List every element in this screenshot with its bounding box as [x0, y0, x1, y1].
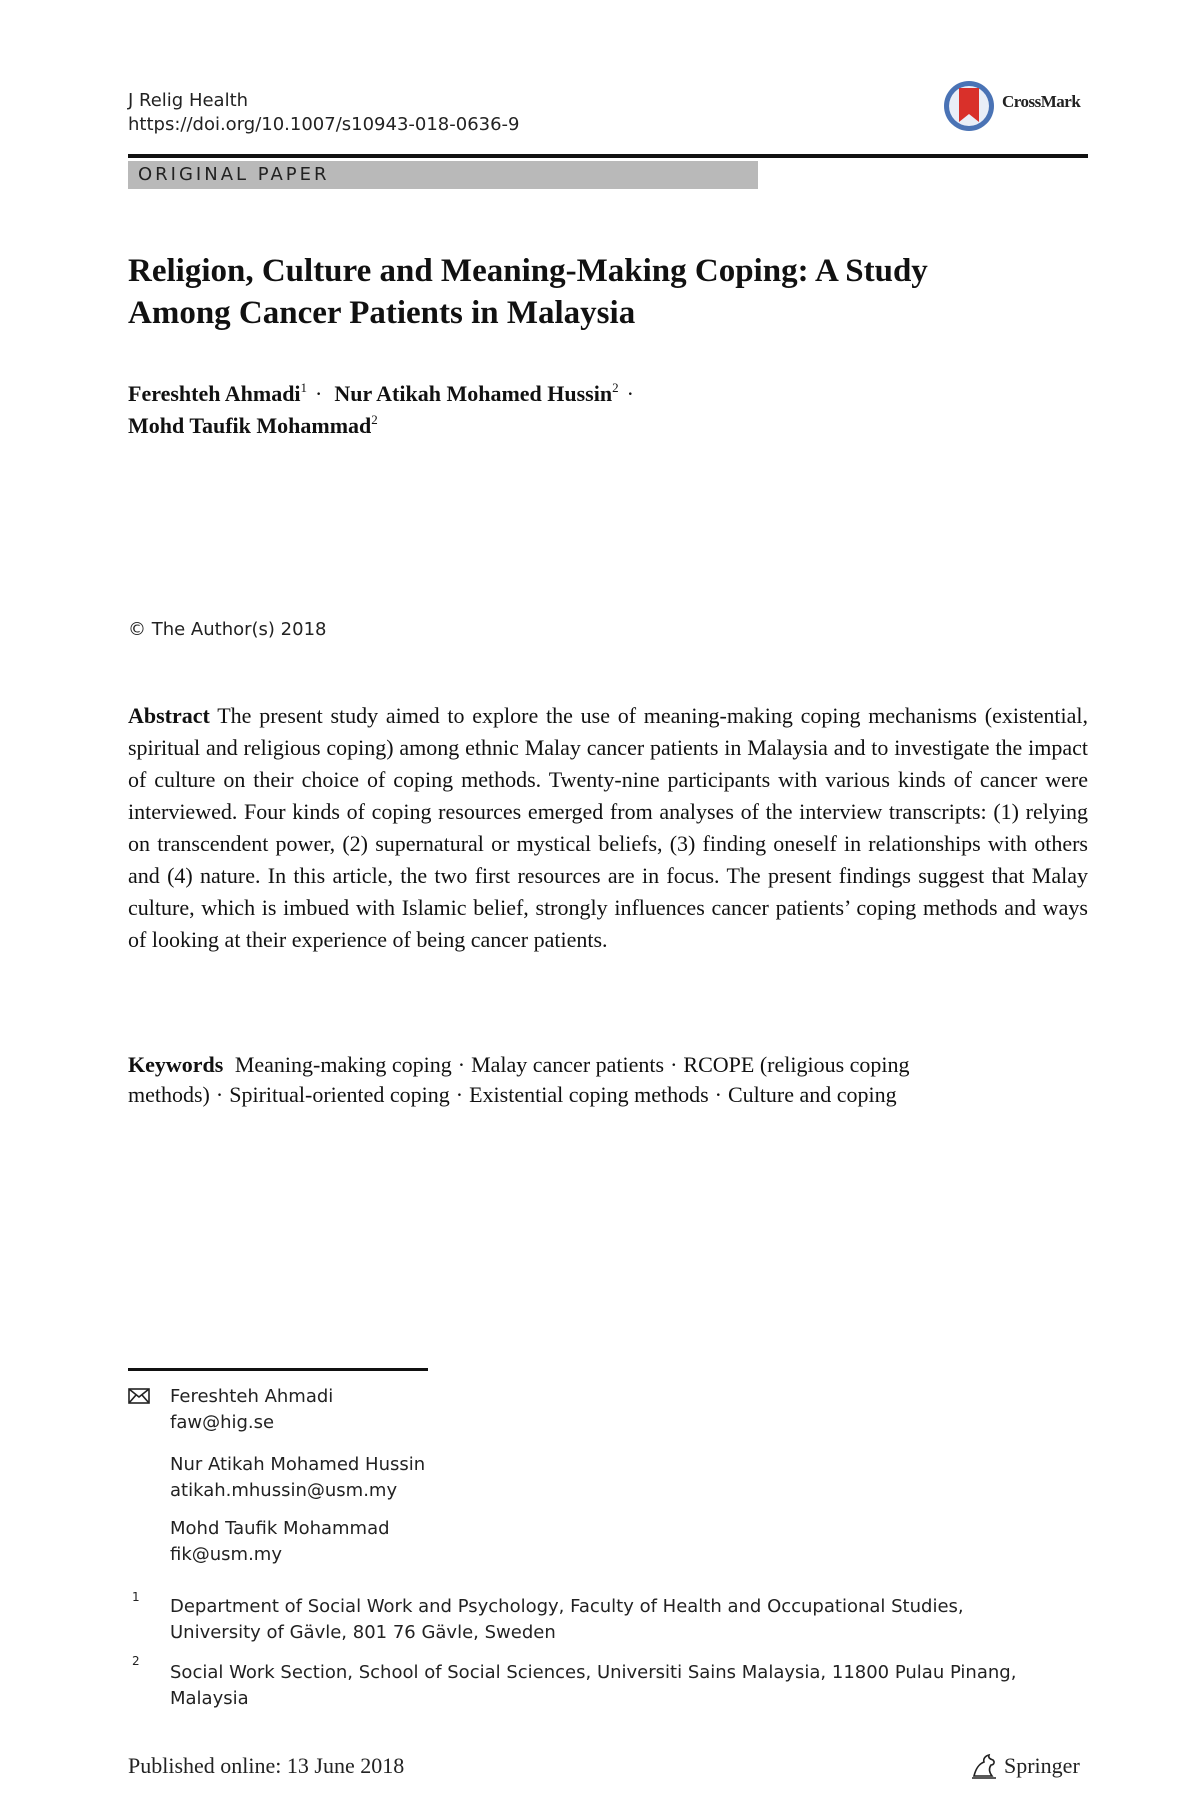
keyword-separator: ·	[670, 1052, 678, 1077]
abstract	[128, 700, 1088, 956]
keyword: RCOPE (religious coping methods)	[128, 1052, 910, 1107]
author-affiliation-mark: 2	[612, 380, 619, 395]
affiliation-line: University of Gävle, 801 76 Gävle, Sweden	[170, 1622, 556, 1643]
correspondent-email[interactable]: atikah.mhussin@usm.my	[170, 1480, 398, 1501]
title-line-1: Religion, Culture and Meaning-Making Coping: A Study	[128, 253, 928, 289]
springer-horse-icon	[970, 1752, 1000, 1780]
keyword: Malay cancer patients	[471, 1052, 665, 1077]
header-divider	[128, 154, 1088, 158]
affiliation-line: Malaysia	[170, 1688, 249, 1709]
author-name[interactable]: Fereshteh Ahmadi	[128, 381, 301, 406]
affiliation-line: Department of Social Work and Psychology, Faculty of Health and Occupational Studies,	[170, 1596, 964, 1617]
keywords	[128, 1050, 1088, 1110]
correspondent-name: Nur Atikah Mohamed Hussin	[170, 1454, 426, 1475]
abstract-label: Abstract	[128, 703, 210, 728]
author-separator: ·	[626, 381, 634, 406]
author-separator: ·	[315, 381, 323, 406]
copyright-notice: © The Author(s) 2018	[128, 619, 327, 640]
author-name[interactable]: Nur Atikah Mohamed Hussin	[334, 381, 613, 406]
article-type-label: ORIGINAL PAPER	[138, 164, 330, 185]
keyword-separator: ·	[457, 1052, 466, 1077]
author-affiliation-mark: 2	[371, 412, 378, 427]
affiliation-number: 2	[132, 1654, 140, 1668]
crossmark-label: CrossMark	[1002, 92, 1081, 111]
title-line-2: Among Cancer Patients in Malaysia	[128, 295, 636, 331]
keyword-separator: ·	[714, 1082, 722, 1107]
author-name[interactable]: Mohd Taufik Mohammad	[128, 413, 372, 438]
paper-title	[128, 250, 1088, 334]
author-affiliation-mark: 1	[300, 380, 308, 395]
keyword: Meaning-making coping	[234, 1052, 452, 1077]
keyword-separator: ·	[455, 1082, 464, 1107]
footnote-divider	[128, 1368, 428, 1371]
author-list	[128, 378, 1088, 442]
envelope-icon	[128, 1388, 150, 1404]
keyword: Existential coping methods	[469, 1082, 709, 1107]
doi-link[interactable]: https://doi.org/10.1007/s10943-018-0636-9	[128, 114, 520, 135]
keyword-separator: ·	[215, 1082, 224, 1107]
abstract-text: The present study aimed to explore the use of meaning-making coping mechanisms (existential, spiritual and religious coping) among ethnic Malay cancer patients in Malaysia and to investigate the impact of culture on their choice of coping methods. Twenty-nine participants with various kinds of cancer were interviewed. Four kinds of coping resources emerged from analyses of the interview transcripts: (1) relying on transcendent power, (2) supernatural or mystical beliefs, (3) finding oneself in relationships with others and (4) nature. In this article, the two first resources are in focus. The present findings suggest that Malay culture, which is imbued with Islamic belief, strongly influences cancer patients’ coping methods and ways of looking at their experience of being cancer patients.	[128, 703, 1088, 952]
keyword: Spiritual-oriented coping	[229, 1082, 450, 1107]
correspondent-email[interactable]: faw@hig.se	[170, 1412, 275, 1433]
keyword: Culture and coping	[727, 1082, 897, 1107]
correspondent-name: Mohd Taufik Mohammad	[170, 1518, 390, 1539]
author-line-1	[128, 378, 1088, 410]
affiliation-number: 1	[132, 1590, 140, 1604]
journal-name: J Relig Health	[128, 90, 249, 111]
keywords-label: Keywords	[128, 1052, 224, 1077]
correspondent-name: Fereshteh Ahmadi	[170, 1386, 334, 1407]
author-line-2	[128, 410, 1088, 442]
correspondent-email[interactable]: fik@usm.my	[170, 1544, 282, 1565]
publisher-name: Springer	[1004, 1753, 1080, 1778]
affiliation-line: Social Work Section, School of Social Sciences, Universiti Sains Malaysia, 11800 Pulau Pinang,	[170, 1662, 1017, 1683]
published-date: Published online: 13 June 2018	[128, 1753, 405, 1778]
